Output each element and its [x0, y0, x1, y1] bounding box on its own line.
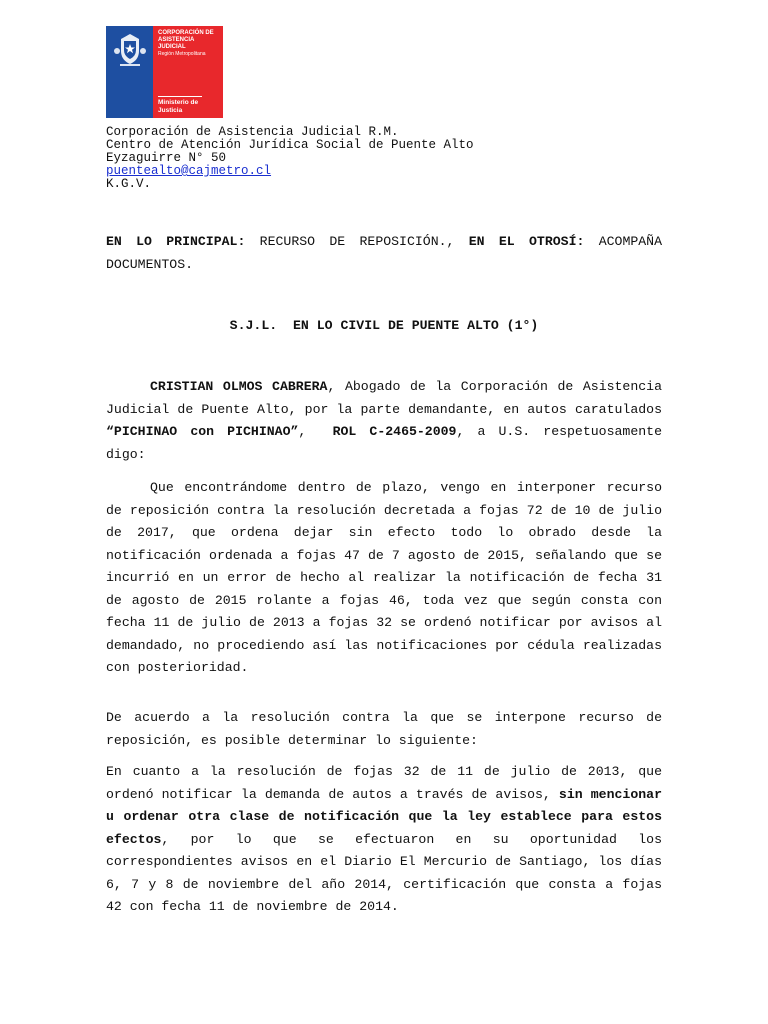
court-heading: S.J.L. EN LO CIVIL DE PUENTE ALTO (1°): [229, 318, 539, 333]
header-org: Corporación de Asistencia Judicial R.M.: [106, 125, 399, 139]
logo-corporation-text: [158, 30, 224, 58]
intro-text2: ,: [298, 424, 333, 439]
logo-corp-region: Región Metropolitana: [158, 51, 206, 57]
logo-ministry-line1: Ministerio de: [158, 99, 199, 106]
header-initials: K.G.V.: [106, 177, 152, 191]
paragraph-3-text1: En cuanto a la resolución de fojas 32 de 11 de julio de 2013, que ordenó notificar la demanda de autos a través de avisos,: [106, 764, 662, 802]
logo-corp-line1: CORPORACIÓN DE: [158, 30, 214, 36]
paragraph-1: Que encontrándome dentro de plazo, vengo en interponer recurso de reposición contra la resolución decretada a fojas 72 de 10 de julio de 2017, que ordena dejar sin efecto todo lo obrado desde la notificación ordenada a fojas 47 de 7 agosto de 2015, señalando que se incurrió en un error de hecho al realizar la notificación de fecha 31 de agosto de 2015 rolante a fojas 46, toda vez que según consta con fecha 11 de julio de 2013 a fojas 32 se ordenó notificar por avisos al demandado, no procediendo así las notificaciones por cédula realizadas con posterioridad.: [106, 480, 662, 675]
logo-ministry-line2: Justicia: [158, 106, 183, 114]
intro-paragraph: [106, 376, 662, 466]
case-name: “PICHINAO con PICHINAO”: [106, 424, 299, 439]
paragraph-2: De acuerdo a la resolución contra la que se interpone recurso de reposición, es posible determinar lo siguiente:: [106, 710, 662, 748]
header-center: Centro de Atención Jurídica Social de Puente Alto: [106, 138, 474, 152]
paragraph-3-bold: sin mencionar u ordenar otra clase de notificación que la ley establece para estos efectos: [106, 786, 662, 847]
intro-text1: , Abogado de la Corporación de Asistencia Judicial de Puente Alto, por la parte demandante, en autos caratulados: [106, 379, 663, 417]
summary-block: [106, 231, 662, 276]
chile-coat-of-arms-icon: [112, 31, 148, 69]
logo-corp-line3: JUDICIAL: [158, 44, 186, 50]
otrosi-text: ACOMPAÑA DOCUMENTOS.: [106, 234, 663, 272]
logo-divider: [158, 96, 202, 97]
paragraph-3-text2: , por lo que se efectuaron en su oportunidad los correspondientes avisos en el Diario El Mercurio de Santiago, los días 6, 7 y 8 de noviembre del año 2014, certificación que consta a fojas 42 con fecha 11 de noviembre de 2014.: [106, 831, 662, 914]
intro-text3: , a U.S. respetuosamente digo:: [106, 424, 662, 462]
header-address: Eyzaguirre N° 50: [106, 151, 227, 165]
institution-logo: [106, 26, 223, 118]
logo-red-panel: [153, 26, 223, 118]
letterhead: [106, 126, 474, 191]
lawyer-name: CRISTIAN OLMOS CABRERA: [150, 379, 328, 394]
logo-blue-panel: [106, 26, 153, 118]
principal-text: RECURSO DE REPOSICIÓN.,: [245, 234, 455, 249]
case-rol: ROL C-2465-2009: [332, 424, 457, 439]
logo-corp-line2: ASISTENCIA: [158, 37, 195, 43]
header-email-link[interactable]: puentealto@cajmetro.cl: [106, 164, 272, 178]
paragraph-3: [106, 761, 662, 919]
principal-label: EN LO PRINCIPAL:: [106, 234, 246, 249]
otrosi-label: EN EL OTROSÍ:: [454, 234, 585, 249]
logo-ministry-text: [158, 96, 224, 114]
